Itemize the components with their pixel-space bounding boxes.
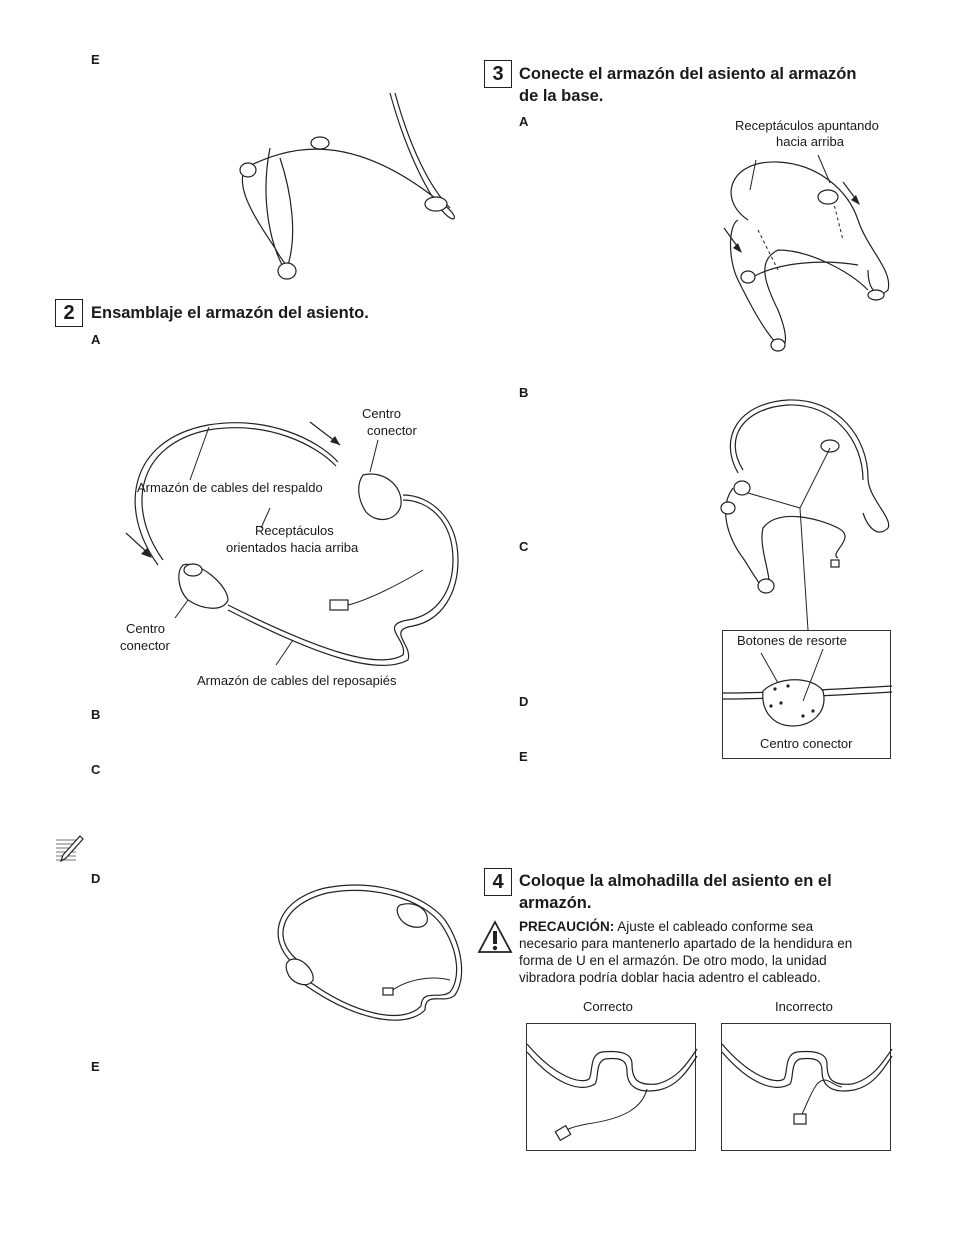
- step-3-letter-b: B: [519, 385, 529, 400]
- label-respaldo: Armazón de cables del respaldo: [137, 480, 323, 495]
- correct-wiring-box: [526, 1023, 696, 1151]
- seat-spring-buttons-figure: [718, 398, 893, 633]
- spring-buttons-detail-box: [722, 630, 891, 759]
- incorrect-wiring-box: [721, 1023, 891, 1151]
- step-4-title-line-1: Coloque la almohadilla del asiento en el: [519, 872, 832, 890]
- assembled-seat-frame-figure: [265, 880, 470, 1030]
- label-centro-conector-left-1: Centro: [126, 621, 166, 636]
- label-centro-conector-top-1: Centro: [362, 406, 402, 421]
- step-3-title-line-2: de la base.: [519, 87, 604, 105]
- label-reposapies: Armazón de cables del reposapiés: [197, 673, 397, 688]
- correct-wiring-figure: [527, 1024, 697, 1152]
- label-centro-conector-detail: Centro conector: [760, 736, 853, 751]
- label-correcto: Correcto: [583, 999, 633, 1014]
- label-receptaculos-apuntando-1: Receptáculos apuntando: [735, 118, 879, 133]
- step-letter-e-top: E: [91, 52, 100, 67]
- label-centro-conector-left-2: conector: [120, 638, 170, 653]
- step-2-letter-b: B: [91, 707, 101, 722]
- step-3-letter-a: A: [519, 114, 529, 129]
- step-4-number: 4: [484, 868, 512, 896]
- warning-triangle-icon: [477, 920, 513, 954]
- step-3-number: 3: [484, 60, 512, 88]
- label-receptaculos-1: Receptáculos: [255, 523, 334, 538]
- caution-line-2: necesario para mantenerlo apartado de la hendidura en: [519, 936, 853, 951]
- caution-line-3: forma de U en el armazón. De otro modo, la unidad: [519, 953, 827, 968]
- label-botones-de-resorte: Botones de resorte: [737, 633, 847, 648]
- label-centro-conector-top-2: conector: [367, 423, 417, 438]
- step-2-number: 2: [55, 299, 83, 327]
- caution-line-4: vibradora podría doblar hacia adentro el cableado.: [519, 970, 821, 985]
- step-3-title-line-1: Conecte el armazón del asiento al armazón: [519, 65, 857, 83]
- caution-text-1: Ajuste el cableado conforme sea: [614, 919, 814, 934]
- step-3-letter-c: C: [519, 539, 529, 554]
- caution-line-1: [519, 918, 813, 935]
- caution-label: PRECAUCIÓN:: [519, 919, 615, 934]
- seat-on-base-figure: [718, 150, 898, 360]
- label-receptaculos-apuntando-2: hacia arriba: [776, 134, 844, 149]
- incorrect-wiring-figure: [722, 1024, 892, 1152]
- label-incorrecto: Incorrecto: [775, 999, 833, 1014]
- pencil-note-icon: [56, 834, 84, 864]
- step-2-letter-c: C: [91, 762, 101, 777]
- label-receptaculos-2: orientados hacia arriba: [226, 540, 359, 555]
- step-3-letter-d: D: [519, 694, 529, 709]
- step-4-title-line-2: armazón.: [519, 894, 592, 912]
- step-2-letter-a: A: [91, 332, 101, 347]
- step-3-letter-e: E: [519, 749, 528, 764]
- step-2-letter-d: D: [91, 871, 101, 886]
- connector-hub-detail-figure: [723, 671, 892, 741]
- seat-frame-figure-top: [225, 88, 470, 293]
- step-2-letter-e: E: [91, 1059, 100, 1074]
- step-2-title: Ensamblaje el armazón del asiento.: [91, 304, 369, 322]
